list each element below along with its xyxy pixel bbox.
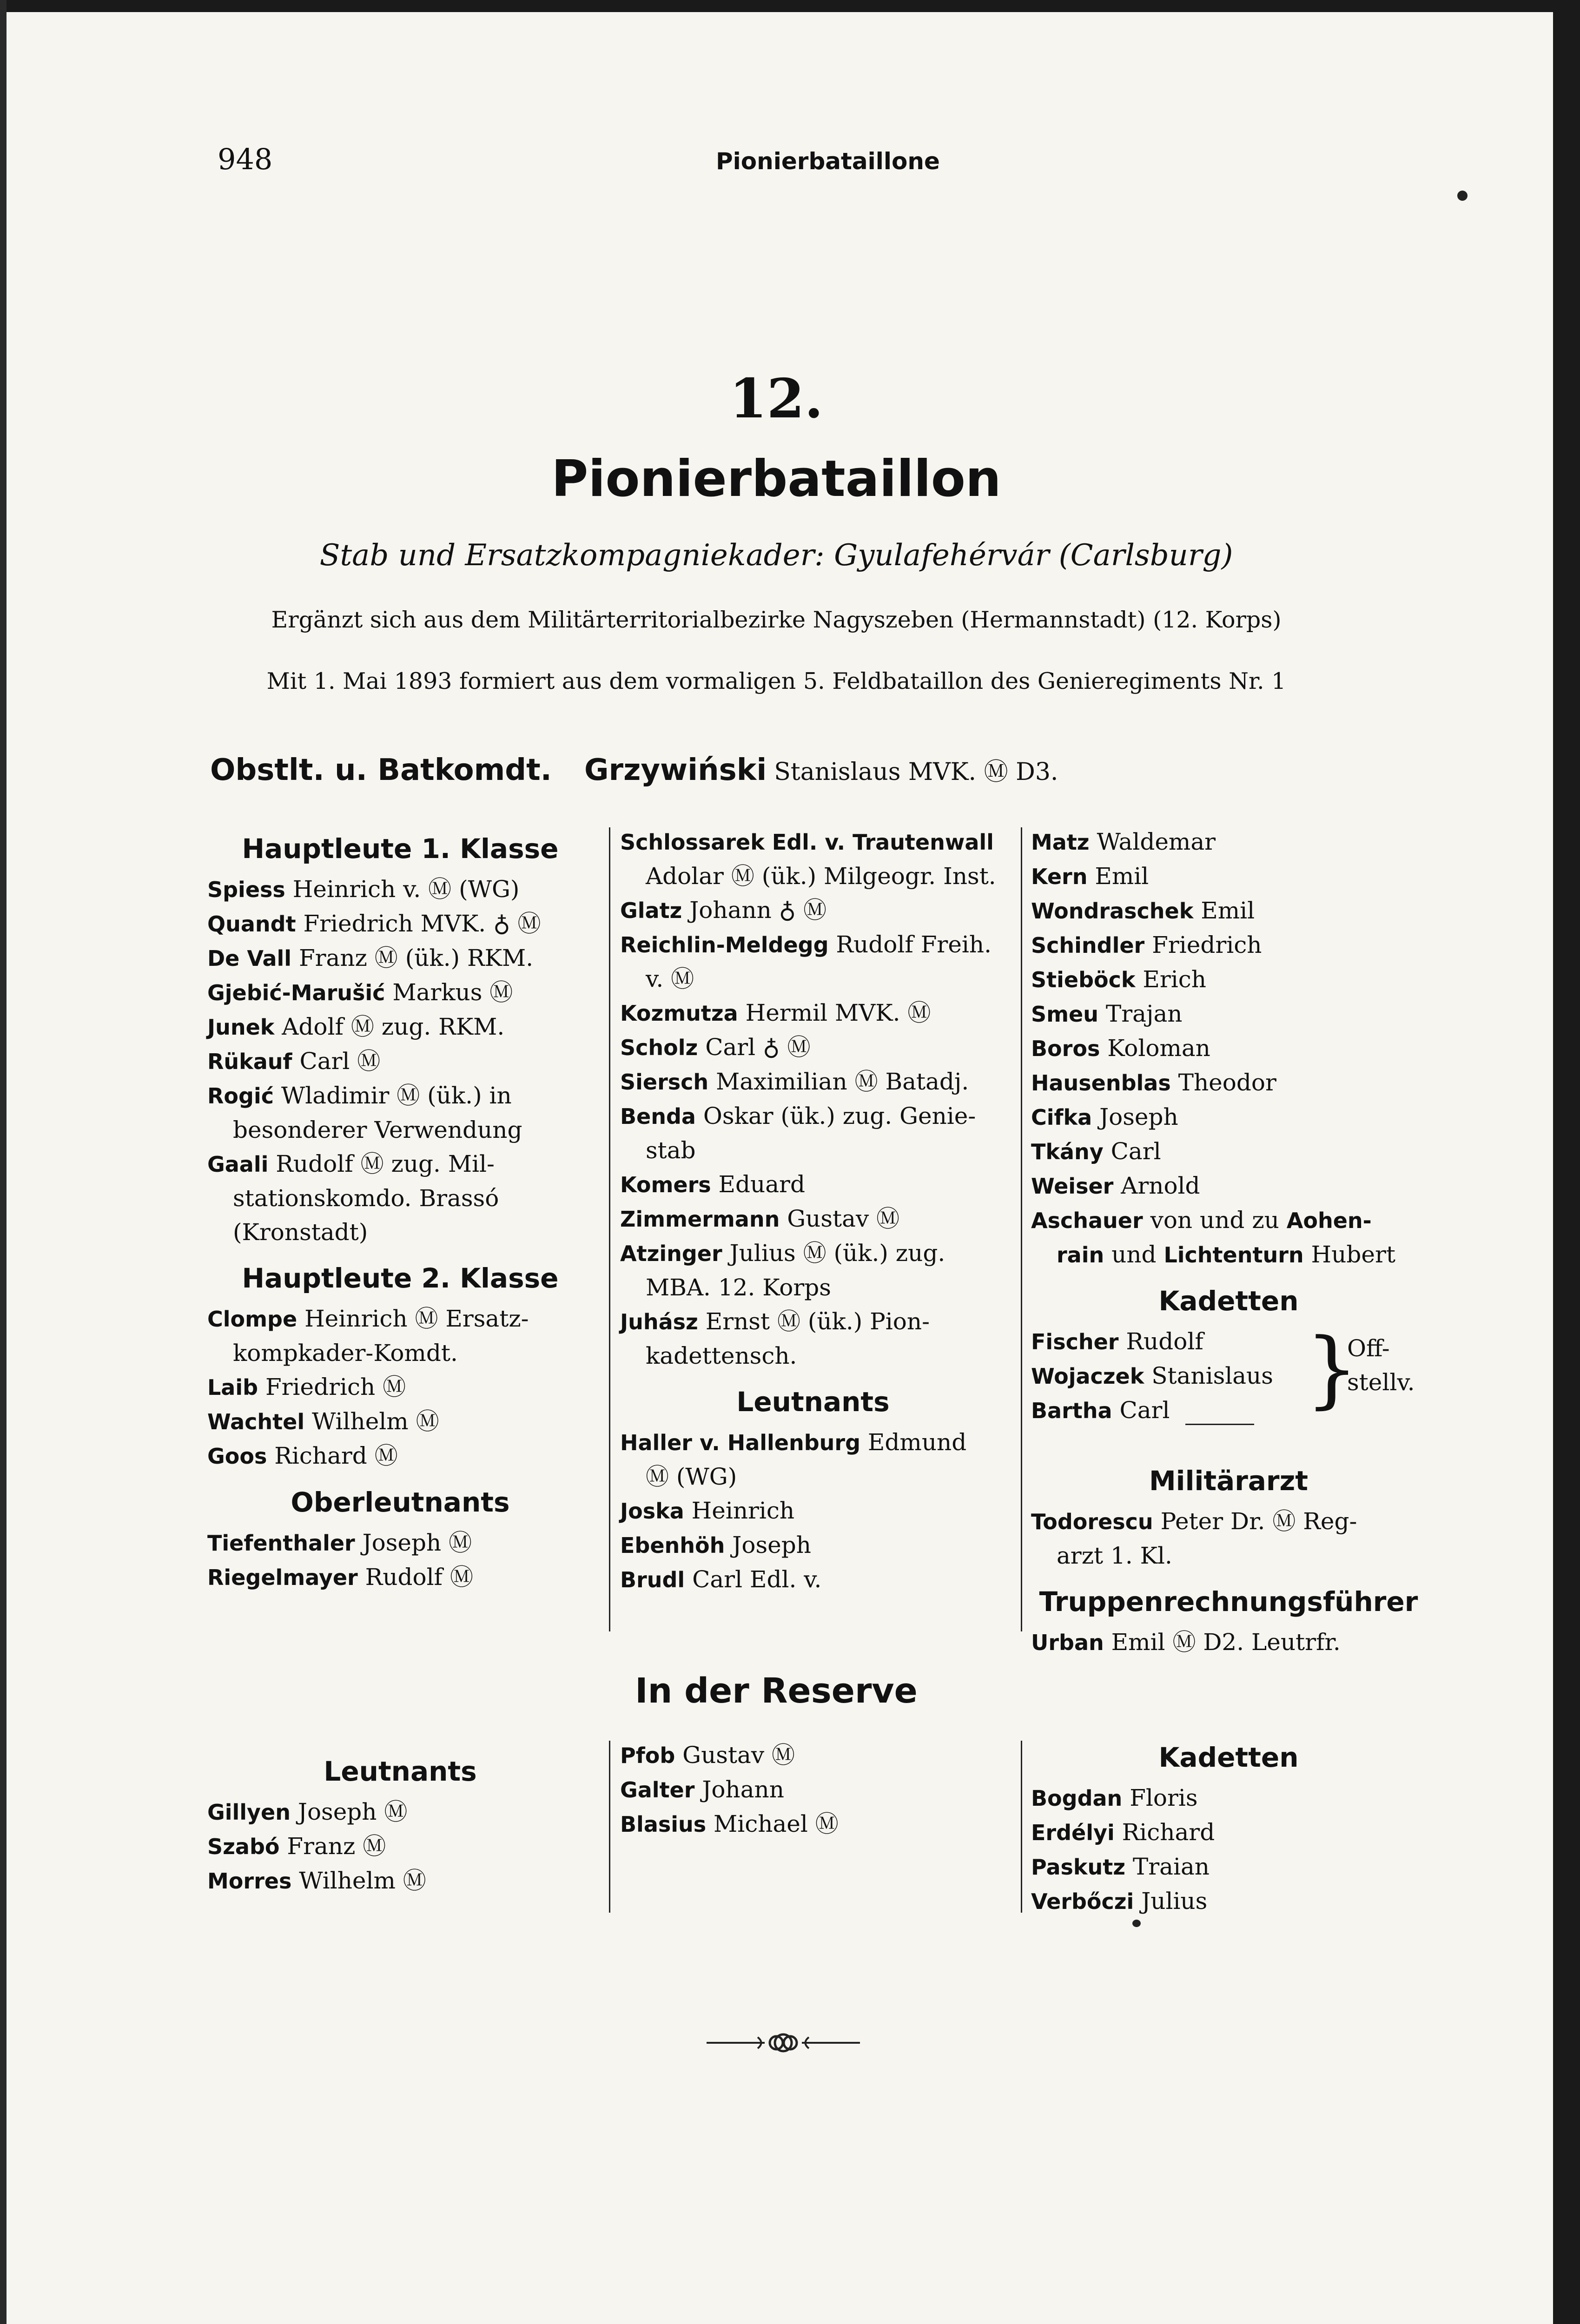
scan-border-top xyxy=(0,0,1580,12)
column-divider xyxy=(609,827,610,1631)
roster-details: Friedrich MVK. ♁ Ⓜ xyxy=(296,910,541,937)
list-reserve-kadetten xyxy=(1031,1781,1426,1919)
roster-entry xyxy=(207,1526,593,1560)
end-ornament xyxy=(707,2024,860,2061)
list-leutnants-cont xyxy=(1031,825,1426,1272)
scan-speck xyxy=(1457,191,1468,201)
reserve-column-3 xyxy=(1031,1741,1426,1919)
roster-name: Kern xyxy=(1031,864,1088,889)
roster-name: Juhász xyxy=(620,1309,698,1334)
roster-name: Aohen- xyxy=(1286,1208,1372,1233)
roster-name: Todorescu xyxy=(1031,1509,1153,1534)
roster-details: Hubert xyxy=(1303,1241,1395,1268)
roster-name: Galter xyxy=(620,1777,695,1802)
roster-details: Maximilian Ⓜ Batadj. xyxy=(708,1068,969,1095)
roster-name: Paskutz xyxy=(1031,1855,1126,1880)
roster-name: Glatz xyxy=(620,898,682,923)
roster-entry xyxy=(1031,1884,1426,1919)
reserve-heading: In der Reserve xyxy=(635,1671,918,1711)
roster-entry xyxy=(207,1864,593,1898)
roster-details: Edmund xyxy=(860,1429,967,1456)
roster-details: Julius Ⓜ (ük.) zug. xyxy=(722,1240,945,1267)
roster-name: Tiefenthaler xyxy=(207,1531,355,1556)
list-reserve-leutnants-cont xyxy=(620,1738,1006,1842)
offz-note-line1: Off- xyxy=(1347,1335,1390,1362)
roster-entry xyxy=(1031,1203,1426,1272)
roster-details: Julius xyxy=(1134,1888,1208,1915)
list-reserve-leutnants xyxy=(207,1795,593,1898)
roster-name: Spiess xyxy=(207,877,285,902)
roster-continuation: Adolar Ⓜ (ük.) Milgeogr. Inst. xyxy=(646,863,996,890)
brace-glyph: } xyxy=(1305,1320,1359,1418)
roster-entry xyxy=(1031,1169,1426,1203)
roster-details: Joseph xyxy=(725,1532,811,1558)
list-oberleutnants xyxy=(207,1526,593,1595)
roster-name: Bogdan xyxy=(1031,1786,1123,1811)
roster-name: Bartha xyxy=(1031,1398,1112,1423)
roster-continuation: v. Ⓜ xyxy=(646,965,694,992)
roster-entry xyxy=(620,1528,1006,1563)
list-militaerarzt xyxy=(1031,1505,1426,1573)
roster-entry xyxy=(1031,825,1426,859)
roster-details: Erich xyxy=(1135,966,1206,993)
unit-name: Pionierbataillon xyxy=(551,450,1001,508)
roster-name: Smeu xyxy=(1031,1002,1099,1027)
roster-details: Peter Dr. Ⓜ Reg- xyxy=(1153,1508,1357,1535)
roster-entry xyxy=(207,976,593,1010)
roster-entry xyxy=(1031,1505,1426,1573)
roster-name: Aschauer xyxy=(1031,1208,1143,1233)
roster-name: Cifka xyxy=(1031,1105,1092,1130)
roster-name: Verbőczi xyxy=(1031,1889,1134,1914)
roster-details: Oskar (ük.) zug. Genie- xyxy=(695,1103,976,1129)
column-divider xyxy=(1021,827,1022,1631)
roster-entry xyxy=(620,1030,1006,1065)
roster-details: Hermil MVK. Ⓜ xyxy=(738,999,931,1026)
roster-name: Scholz xyxy=(620,1035,698,1060)
roster-name: Rogić xyxy=(207,1083,274,1109)
roster-name: Tkány xyxy=(1031,1139,1104,1164)
roster-details: Ernst Ⓜ (ük.) Pion- xyxy=(698,1308,930,1335)
roster-name: Lichtenturn xyxy=(1164,1242,1304,1268)
roster-details: Wilhelm Ⓜ xyxy=(291,1867,426,1894)
page-number: 948 xyxy=(218,142,273,176)
roster-entry xyxy=(1031,859,1426,894)
roster-details: Rudolf xyxy=(1118,1328,1203,1355)
roster-details: Eduard xyxy=(711,1171,805,1198)
roster-details: Heinrich Ⓜ Ersatz- xyxy=(297,1305,529,1332)
roster-details: Stanislaus xyxy=(1144,1362,1273,1389)
roster-name: Zimmermann xyxy=(620,1207,780,1232)
roster-entry xyxy=(1031,997,1426,1031)
section-heading: Oberleutnants xyxy=(291,1486,510,1518)
commander-line xyxy=(210,752,1058,787)
column-divider xyxy=(1021,1741,1022,1913)
roster-name: Rükauf xyxy=(207,1049,292,1074)
roster-name: Szabó xyxy=(207,1834,280,1859)
roster-entry xyxy=(207,1795,593,1829)
roster-name: Gillyen xyxy=(207,1800,291,1825)
roster-details: Friedrich Ⓜ xyxy=(258,1373,406,1400)
column-1 xyxy=(207,832,593,1595)
roster-details: Richard Ⓜ xyxy=(267,1442,398,1469)
roster-continuation: besonderer Verwendung xyxy=(233,1116,522,1143)
unit-supplement: Ergänzt sich aus dem Militärterritorialbezirke Nagyszeben (Hermannstadt) (12. Korps) xyxy=(271,607,1282,633)
roster-name: Hausenblas xyxy=(1031,1070,1171,1096)
roster-name: Morres xyxy=(207,1868,292,1894)
roster-details: Rudolf Ⓜ xyxy=(357,1564,473,1591)
roster-entry xyxy=(207,1010,593,1044)
roster-entry xyxy=(620,1305,1006,1373)
section-heading: Leutnants xyxy=(736,1386,890,1418)
roster-continuation xyxy=(1031,1238,1426,1272)
roster-continuation: stationskomdo. Brassó (Kronstadt) xyxy=(233,1185,499,1246)
roster-entry xyxy=(207,1079,593,1147)
roster-name: Boros xyxy=(1031,1036,1100,1061)
roster-entry xyxy=(620,1738,1006,1773)
roster-continuation: Ⓜ (WG) xyxy=(646,1463,737,1490)
section-rule xyxy=(1185,1424,1254,1425)
roster-entry xyxy=(207,1829,593,1864)
list-hauptleute-2 xyxy=(207,1302,593,1473)
roster-entry xyxy=(207,1560,593,1595)
commander-surname: Grzywiński xyxy=(584,753,767,787)
roster-details: Joseph Ⓜ xyxy=(291,1798,408,1825)
roster-details: Carl xyxy=(1103,1138,1161,1165)
roster-details: Trajan xyxy=(1098,1000,1183,1027)
roster-entry xyxy=(1031,894,1426,928)
roster-name: Joska xyxy=(620,1499,684,1524)
roster-details: und xyxy=(1104,1241,1164,1268)
unit-number: 12. xyxy=(729,367,823,430)
list-rechnungsfuehrer xyxy=(1031,1625,1426,1660)
roster-entry xyxy=(1031,1066,1426,1100)
roster-continuation: arzt 1. Kl. xyxy=(1057,1542,1172,1569)
section-heading: Leutnants xyxy=(324,1756,477,1787)
roster-details: Emil Ⓜ D2. Leutrfr. xyxy=(1104,1629,1341,1656)
column-3 xyxy=(1031,825,1426,1660)
roster-details: Rudolf Freih. xyxy=(828,931,992,958)
section-heading: Kadetten xyxy=(1158,1285,1299,1317)
roster-details: Heinrich v. Ⓜ (WG) xyxy=(285,876,520,903)
roster-name: Stieböck xyxy=(1031,967,1136,992)
roster-details: von und zu xyxy=(1143,1207,1287,1234)
roster-details: Floris xyxy=(1122,1784,1198,1811)
roster-name: Quandt xyxy=(207,911,296,937)
roster-details: Waldemar xyxy=(1089,828,1216,855)
roster-name: Pfob xyxy=(620,1743,675,1768)
roster-entry xyxy=(207,872,593,907)
roster-details: Carl Ⓜ xyxy=(292,1048,381,1075)
column-divider xyxy=(609,1741,610,1913)
roster-entry xyxy=(207,1370,593,1405)
offz-note-line2: stellv. xyxy=(1347,1369,1415,1396)
roster-entry xyxy=(620,928,1006,996)
roster-continuation: kadettensch. xyxy=(646,1342,797,1369)
roster-name: Wondraschek xyxy=(1031,898,1194,924)
scan-border-left xyxy=(0,0,7,2324)
roster-name: De Vall xyxy=(207,946,292,971)
roster-name: Komers xyxy=(620,1172,711,1197)
roster-details: Heinrich xyxy=(684,1497,795,1524)
roster-details: Friedrich xyxy=(1144,931,1262,958)
roster-entry xyxy=(620,1065,1006,1099)
section-heading: Militärarzt xyxy=(1149,1465,1309,1497)
scan-speck xyxy=(1132,1920,1141,1927)
roster-continuation: kompkader-Komdt. xyxy=(233,1340,458,1367)
roster-details: Adolf Ⓜ zug. RKM. xyxy=(274,1013,505,1040)
roster-entry xyxy=(620,1236,1006,1305)
roster-entry xyxy=(1031,963,1426,997)
roster-name: Clompe xyxy=(207,1307,297,1332)
roster-name: Reichlin-Meldegg xyxy=(620,932,829,957)
commander-rank: Obstlt. u. Batkomdt. xyxy=(210,753,552,787)
roster-details: Franz Ⓜ xyxy=(279,1833,386,1860)
roster-entry xyxy=(207,907,593,941)
roster-name: Schindler xyxy=(1031,933,1145,958)
roster-details: Emil xyxy=(1087,863,1149,890)
roster-entry xyxy=(207,1147,593,1249)
roster-entry xyxy=(207,1302,593,1370)
roster-entry xyxy=(1031,1816,1426,1850)
roster-name: Blasius xyxy=(620,1812,707,1837)
section-heading: Hauptleute 1. Klasse xyxy=(242,833,559,865)
roster-entry xyxy=(620,825,1006,893)
column-2 xyxy=(620,825,1006,1597)
roster-entry xyxy=(620,893,1006,928)
unit-cadre: Stab und Ersatzkompagniekader: Gyulafehérvár (Carlsburg) xyxy=(319,538,1233,573)
roster-name: Gjebić-Marušić xyxy=(207,980,385,1005)
roster-name: Junek xyxy=(207,1015,275,1040)
roster-details: Markus Ⓜ xyxy=(385,979,513,1006)
roster-entry xyxy=(620,1563,1006,1597)
section-heading: Kadetten xyxy=(1158,1742,1299,1773)
roster-name: Schlossarek Edl. v. Trautenwall xyxy=(620,830,994,855)
roster-details: Arnold xyxy=(1113,1172,1200,1199)
roster-details: Johann xyxy=(694,1776,784,1803)
roster-name: Goos xyxy=(207,1444,267,1469)
roster-details: Gustav Ⓜ xyxy=(675,1742,795,1769)
roster-name: Wojaczek xyxy=(1031,1364,1144,1389)
roster-name: Erdélyi xyxy=(1031,1820,1115,1845)
roster-entry xyxy=(1031,1100,1426,1135)
roster-entry xyxy=(1031,1850,1426,1884)
roster-details: Carl ♁ Ⓜ xyxy=(698,1034,811,1061)
commander-details: Stanislaus MVK. Ⓜ D3. xyxy=(774,758,1058,786)
roster-name: Weiser xyxy=(1031,1174,1114,1199)
roster-details: Emil xyxy=(1193,897,1255,924)
roster-name: Atzinger xyxy=(620,1241,722,1266)
roster-entry xyxy=(207,1405,593,1439)
roster-entry xyxy=(620,1494,1006,1528)
roster-entry xyxy=(620,996,1006,1030)
roster-continuation: stab xyxy=(646,1137,696,1164)
roster-details: Wilhelm Ⓜ xyxy=(304,1408,439,1435)
roster-name: Siersch xyxy=(620,1070,709,1095)
roster-name: Matz xyxy=(1031,830,1090,855)
roster-entry xyxy=(620,1202,1006,1236)
roster-name: Benda xyxy=(620,1104,696,1129)
reserve-column-1 xyxy=(207,1755,593,1898)
roster-entry xyxy=(1031,1135,1426,1169)
roster-details: Traian xyxy=(1125,1853,1210,1880)
roster-details: Richard xyxy=(1114,1819,1215,1846)
roster-entry xyxy=(1031,1625,1426,1660)
roster-entry xyxy=(207,1439,593,1473)
roster-name: Wachtel xyxy=(207,1409,305,1434)
scan-border-right xyxy=(1553,0,1580,2324)
roster-entry xyxy=(620,1807,1006,1842)
reserve-column-2 xyxy=(620,1738,1006,1842)
roster-entry xyxy=(1031,1781,1426,1816)
roster-details: Johann ♁ Ⓜ xyxy=(682,897,827,924)
running-title: Pionierbataillone xyxy=(716,148,940,175)
list-hauptleute-1 xyxy=(207,872,593,1249)
roster-details: Franz Ⓜ (ük.) RKM. xyxy=(291,944,534,971)
roster-name: Kozmutza xyxy=(620,1001,738,1026)
roster-details: Joseph Ⓜ xyxy=(355,1529,472,1556)
roster-entry xyxy=(207,1044,593,1079)
roster-entry xyxy=(620,1168,1006,1202)
list-leutnants xyxy=(620,1426,1006,1597)
roster-name: rain xyxy=(1057,1242,1104,1268)
roster-name: Laib xyxy=(207,1375,258,1400)
unit-formed: Mit 1. Mai 1893 formiert aus dem vormaligen 5. Feldbataillon des Genieregiments Nr. 1 xyxy=(266,668,1286,694)
roster-name: Brudl xyxy=(620,1567,685,1592)
roster-name: Gaali xyxy=(207,1152,269,1177)
roster-details: Gustav Ⓜ xyxy=(780,1205,900,1232)
roster-details: Koloman xyxy=(1100,1035,1210,1062)
section-heading: Truppenrechnungsführer xyxy=(1039,1586,1418,1618)
roster-details: Carl Edl. v. xyxy=(685,1566,822,1593)
roster-entry xyxy=(1031,1031,1426,1066)
roster-details: Theodor xyxy=(1170,1069,1276,1096)
roster-entry xyxy=(620,1426,1006,1494)
roster-entry xyxy=(620,1099,1006,1168)
roster-entry xyxy=(620,1773,1006,1807)
roster-name: Haller v. Hallenburg xyxy=(620,1430,861,1455)
roster-details: Carl xyxy=(1112,1397,1170,1424)
roster-details: Wladimir Ⓜ (ük.) in xyxy=(274,1082,512,1109)
roster-details: Joseph xyxy=(1092,1103,1178,1130)
roster-name: Fischer xyxy=(1031,1329,1119,1354)
roster-name: Riegelmayer xyxy=(207,1565,358,1590)
roster-entry xyxy=(207,941,593,976)
roster-details: Rudolf Ⓜ zug. Mil- xyxy=(268,1150,495,1177)
roster-name: Ebenhöh xyxy=(620,1533,725,1558)
roster-name: Urban xyxy=(1031,1630,1104,1655)
roster-entry xyxy=(1031,928,1426,963)
list-oberleutnants-cont xyxy=(620,825,1006,1373)
section-heading: Hauptleute 2. Klasse xyxy=(242,1262,559,1294)
roster-continuation: MBA. 12. Korps xyxy=(646,1274,831,1301)
roster-details: Michael Ⓜ xyxy=(706,1810,839,1837)
offz-note xyxy=(1347,1332,1415,1400)
